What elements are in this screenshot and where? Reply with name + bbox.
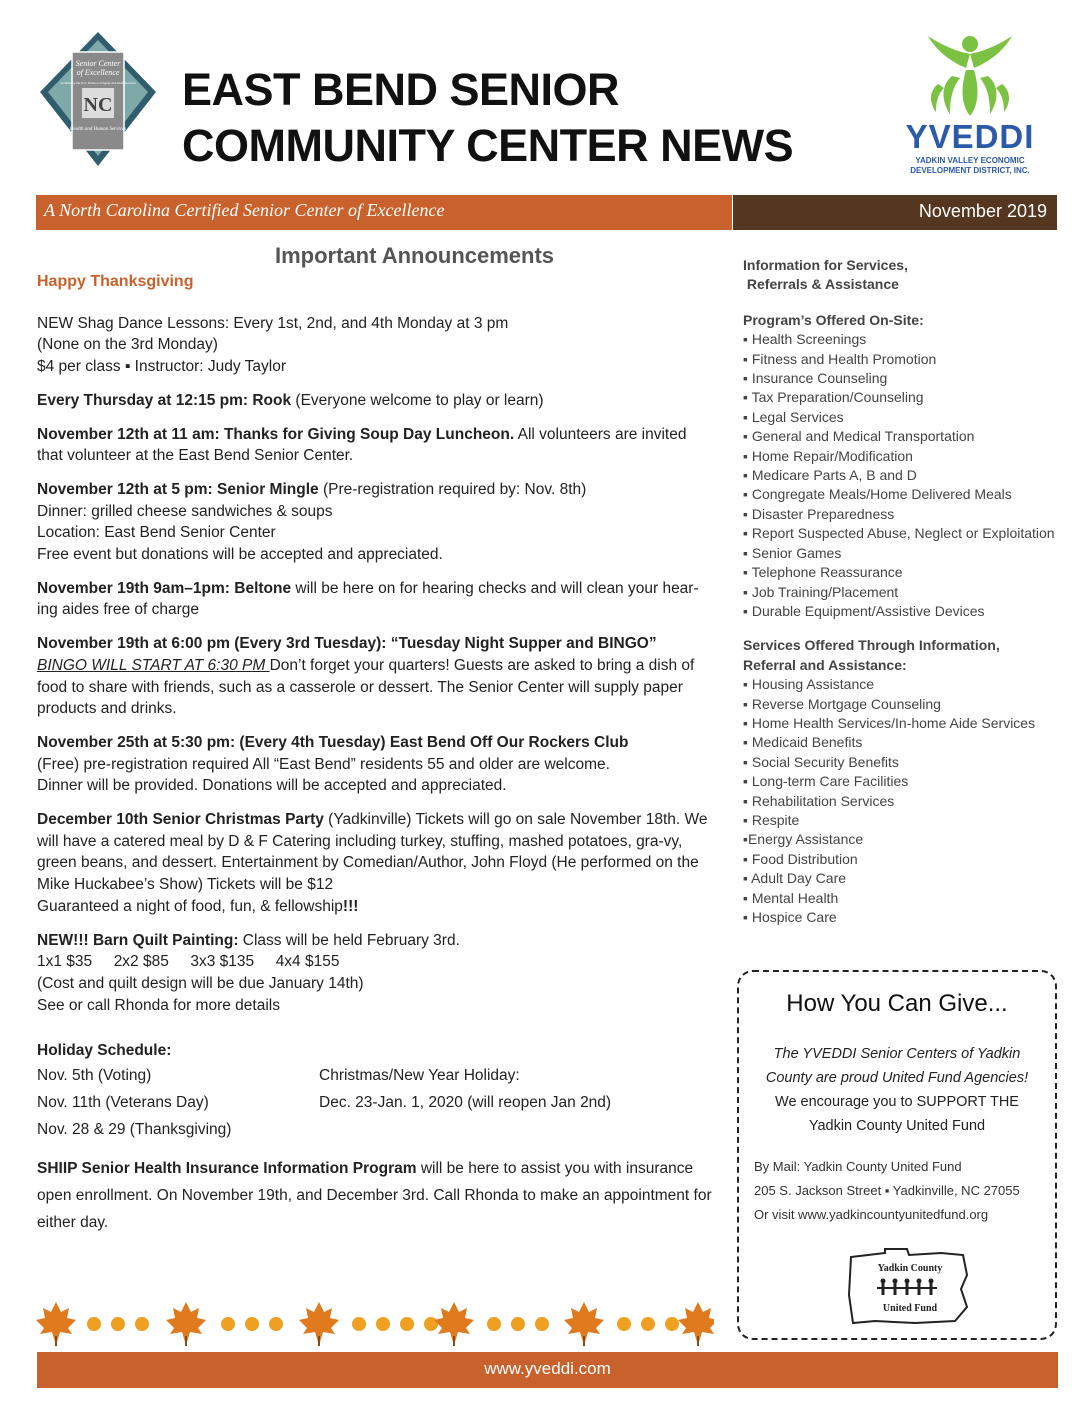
mingle-line-2: Dinner: grilled cheese sandwiches & soups — [37, 502, 333, 520]
christmas-bold: December 10th Senior Christmas Party — [37, 811, 324, 829]
list-item: ▪ Adult Day Care — [743, 870, 847, 887]
bingo-start-note: BINGO WILL START AT 6:30 PM — [37, 656, 270, 674]
give-title: How You Can Give... — [786, 990, 1008, 1017]
list-item: ▪ Senior Games — [743, 544, 842, 561]
christmas-exclaim: !!! — [342, 897, 359, 915]
list-item: ▪ Social Security Benefits — [743, 753, 899, 770]
referral-list — [743, 675, 1063, 927]
badge-monogram: NC — [83, 94, 113, 116]
give-p1-line-2: County are proud United Fund Agencies! — [765, 1070, 1029, 1086]
happy-thanksgiving: Happy Thanksgiving — [37, 273, 194, 290]
list-item: ▪ Respite — [743, 811, 800, 828]
quilt-text: Class will be held February 3rd. — [238, 931, 460, 949]
bingo-text: Don’t forget your quarters! Guests are asked to bring a dish of food to share with friends, such as a casserole or dessert. The Senior Center will supply paper products and drinks. — [37, 656, 695, 718]
soup-announcement — [37, 424, 712, 467]
give-paragraph-1 — [752, 1042, 1042, 1090]
newsletter-title — [182, 62, 793, 174]
bingo-bold: November 19th at 6:00 pm (Every 3rd Tuesday): “Tuesday Night Supper and BINGO” — [37, 635, 657, 653]
senior-center-excellence-badge — [38, 30, 158, 168]
rockers-line-3: Dinner will be provided. Donations will be accepted and appreciated. — [37, 777, 507, 795]
list-item: ▪ Home Health Services/In-home Aide Services — [743, 714, 1036, 731]
holiday-item: Dec. 23-Jan. 1, 2020 (will reopen Jan 2nd) — [319, 1094, 612, 1112]
list-item: ▪ Report Suspected Abuse, Neglect or Exploitation — [743, 525, 1055, 542]
list-item: ▪ Durable Equipment/Assistive Devices — [743, 602, 985, 619]
list-item: ▪ Fitness and Health Promotion — [743, 350, 937, 367]
holiday-schedule — [37, 1040, 712, 1143]
referral-heading-2: Referral and Assistance: — [743, 656, 907, 673]
holiday-item: Nov. 5th (Voting) — [37, 1067, 152, 1085]
list-item: ▪ Food Distribution — [743, 850, 858, 867]
list-item: ▪ General and Medical Transportation — [743, 428, 975, 445]
christmas-text: (Yadkinville) Tickets will go on sale November 18th. We will have a catered meal by D & F Catering including turkey, stuffing, mashed potatoes, gra-vy, green beans, and dessert. Entertainment by Comedian/Author, John Floyd (He performed on the Mike Huckabee’s Show) Tickets will be $12 — [37, 811, 708, 894]
quilt-bold: NEW!!! Barn Quilt Painting: — [37, 931, 239, 949]
mingle-text: (Pre-registration required by: Nov. 8th) — [318, 480, 587, 498]
united-fund-logo — [845, 1245, 975, 1327]
holiday-item: Nov. 11th (Veterans Day) — [37, 1094, 209, 1112]
list-item: ▪ Home Repair/Modification — [743, 447, 913, 464]
badge-text-1: Senior Center — [75, 59, 121, 68]
onsite-heading: Program’s Offered On-Site: — [743, 311, 924, 328]
title-line-1: EAST BEND SENIOR — [182, 64, 620, 115]
list-item: ▪ Disaster Preparedness — [743, 505, 895, 522]
shag-line-2: (None on the 3rd Monday) — [37, 336, 218, 354]
christmas-closing: Guaranteed a night of food, fun, & fellowship — [37, 897, 343, 915]
badge-text-4: Health and Human Services — [69, 127, 127, 132]
rockers-bold: November 25th at 5:30 pm: (Every 4th Tuesday) East Bend Off Our Rockers Club — [37, 733, 629, 751]
onsite-list — [743, 330, 1063, 621]
give-mail-info — [754, 1155, 1054, 1227]
bingo-announcement — [37, 633, 712, 720]
ucf-name: Yadkin County — [877, 1263, 943, 1274]
quilt-line-3: (Cost and quilt design will be due January 14th) — [37, 974, 364, 992]
mingle-line-4: Free event but donations will be accepted and appreciated. — [37, 546, 443, 564]
announcements-heading: Important Announcements — [274, 243, 555, 268]
holiday-heading: Holiday Schedule: — [37, 1042, 172, 1060]
list-item: ▪ Job Training/Placement — [743, 583, 899, 600]
mingle-bold: November 12th at 5 pm: Senior Mingle — [37, 480, 319, 498]
shag-announcement — [37, 313, 712, 378]
list-item: ▪ Hospice Care — [743, 909, 837, 925]
mail-line-3[interactable]: Or visit www.yadkincountyunitedfund.org — [754, 1207, 989, 1222]
list-item: ▪ Housing Assistance — [743, 676, 875, 693]
badge-text-2: of Excellence — [76, 68, 120, 77]
mingle-announcement — [37, 479, 712, 566]
yveddi-subtitle — [890, 156, 1050, 176]
referral-heading-1: Services Offered Through Information, — [743, 637, 1000, 654]
christmas-announcement — [37, 809, 712, 918]
give-p1-line-1: The YVEDDI Senior Centers of Yadkin — [773, 1046, 1021, 1062]
footer-website-link[interactable]: www.yveddi.com — [484, 1359, 611, 1378]
shiip-bold: SHIIP Senior Health Insurance Information Program — [37, 1160, 417, 1178]
shag-line-1: NEW Shag Dance Lessons: Every 1st, 2nd, and 4th Monday at 3 pm — [37, 314, 509, 332]
yveddi-sub-1: YADKIN VALLEY ECONOMIC — [915, 156, 1025, 165]
shiip-announcement — [37, 1155, 712, 1236]
rockers-line-2: (Free) pre-registration required All “East Bend” residents 55 and older are welcome. — [37, 755, 610, 773]
quilt-line-4: See or call Rhonda for more details — [37, 996, 280, 1014]
list-item: ▪Energy Assistance — [743, 831, 864, 848]
yveddi-wordmark: YVEDDI — [905, 118, 1035, 155]
holiday-item: Christmas/New Year Holiday: — [319, 1067, 520, 1085]
list-item: ▪ Health Screenings — [743, 331, 867, 348]
list-item: ▪ Mental Health — [743, 889, 839, 906]
shiip-text: will be here to assist you with insurance open enrollment. On November 19th, and December 3rd. Call Rhonda to make an appointment for either day. — [37, 1160, 712, 1232]
rook-bold: Every Thursday at 12:15 pm: Rook — [37, 391, 292, 409]
beltone-text: will be here on for hearing checks and will clean your hear-ing aides free of charge — [37, 579, 699, 619]
tagline: A North Carolina Certified Senior Center of Excellence — [44, 200, 445, 220]
title-line-2: COMMUNITY CENTER NEWS — [182, 120, 794, 171]
info-heading-2: Referrals & Assistance — [743, 276, 899, 293]
services-sidebar — [743, 256, 1063, 927]
beltone-bold: November 19th 9am–1pm: Beltone — [37, 579, 292, 597]
beltone-announcement — [37, 578, 712, 621]
list-item: ▪ Long-term Care Facilities — [743, 773, 909, 790]
soup-bold: November 12th at 11 am: Thanks for Giving Soup Day Luncheon. — [37, 425, 515, 443]
rook-announcement — [37, 390, 712, 412]
soup-text: All volunteers are invited that volunteer at the East Bend Senior Center. — [37, 425, 687, 465]
list-item: ▪ Congregate Meals/Home Delivered Meals — [743, 486, 1012, 503]
announcements-column — [37, 243, 712, 1236]
quilt-announcement — [37, 930, 712, 1017]
mingle-line-3: Location: East Bend Senior Center — [37, 524, 276, 542]
list-item: ▪ Rehabilitation Services — [743, 792, 895, 809]
mail-line-1: By Mail: Yadkin County United Fund — [754, 1159, 962, 1174]
autumn-leaves-border — [34, 1298, 714, 1348]
list-item: ▪ Medicare Parts A, B and D — [743, 467, 917, 484]
mail-line-2: 205 S. Jackson Street ▪ Yadkinville, NC 27055 — [754, 1183, 1020, 1198]
info-heading-1: Information for Services, — [743, 257, 908, 273]
ucf-fund: United Fund — [882, 1303, 938, 1314]
list-item: ▪ Telephone Reassurance — [743, 564, 903, 581]
quilt-prices: 1x1 $35 2x2 $85 3x3 $135 4x4 $155 — [37, 953, 340, 971]
rook-text: (Everyone welcome to play or learn) — [291, 391, 544, 409]
badge-text-3: Certified by the N.C. Division of Aging and Adult Services — [60, 81, 136, 85]
list-item: ▪ Insurance Counseling — [743, 370, 888, 387]
give-p2-line-1: We encourage you to SUPPORT THE — [775, 1094, 1019, 1110]
list-item: ▪ Tax Preparation/Counseling — [743, 389, 924, 406]
give-p2-line-2: Yadkin County United Fund — [808, 1118, 986, 1134]
yveddi-sub-2: DEVELOPMENT DISTRICT, INC. — [910, 166, 1030, 175]
list-item: ▪ Reverse Mortgage Counseling — [743, 695, 941, 712]
holiday-item: Nov. 28 & 29 (Thanksgiving) — [37, 1121, 232, 1139]
issue-date: November 2019 — [918, 201, 1047, 221]
give-paragraph-2 — [752, 1090, 1042, 1138]
shag-line-3: $4 per class ▪ Instructor: Judy Taylor — [37, 358, 287, 376]
list-item: ▪ Legal Services — [743, 408, 844, 425]
list-item: ▪ Medicaid Benefits — [743, 734, 863, 751]
rockers-announcement — [37, 732, 712, 797]
